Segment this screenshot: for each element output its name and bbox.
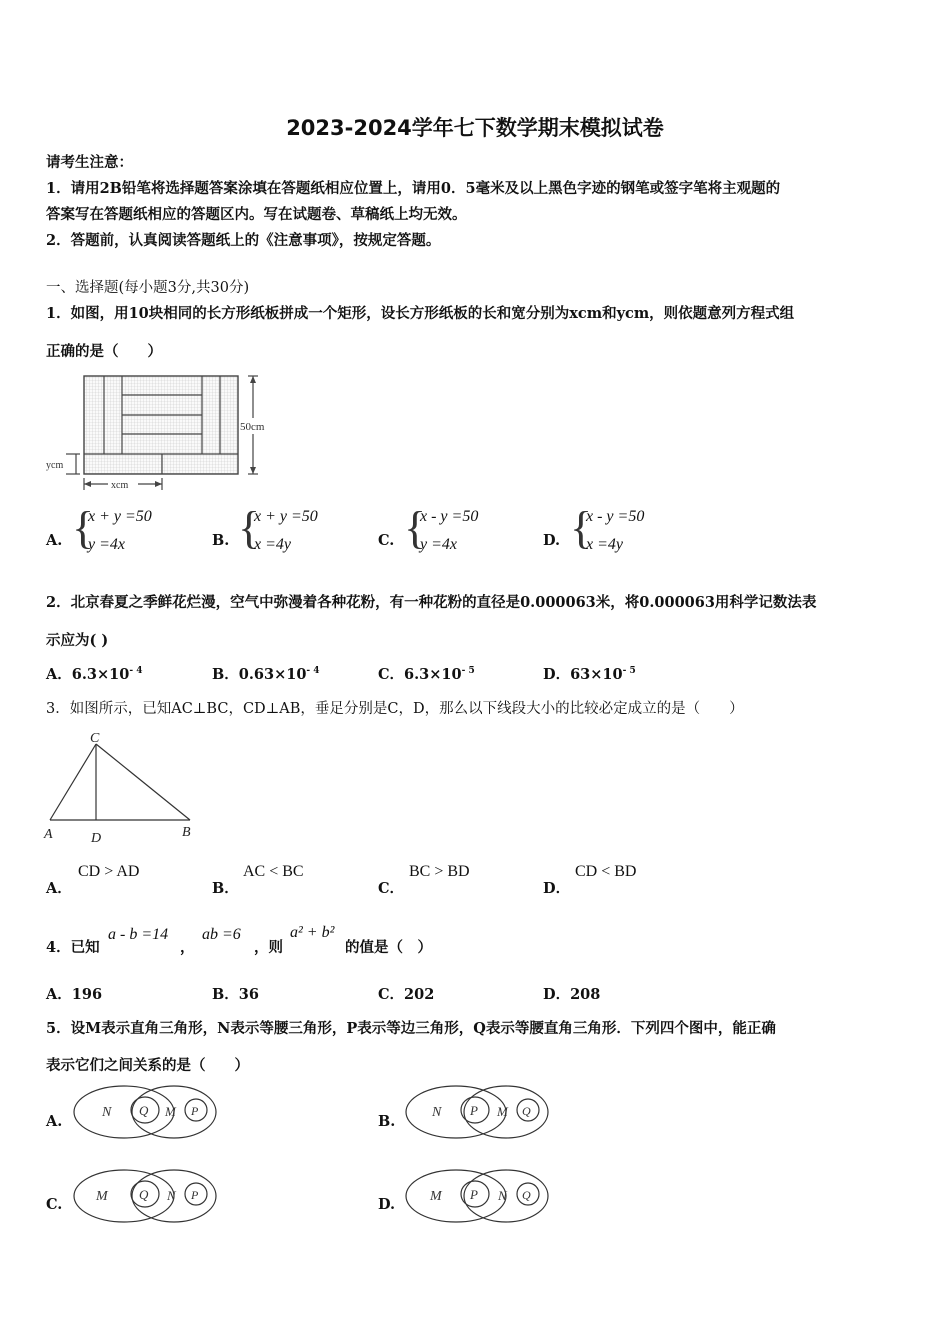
q1-fig-height-label: 50cm [240, 421, 265, 433]
q4-option-b-label: B． [212, 986, 239, 1003]
q5-d-big-label: M [430, 1189, 442, 1204]
q2-option-c-label: C． [378, 666, 405, 683]
q4-comma-1: ， [180, 939, 195, 956]
q1-option-a-eq2: y =4x [88, 536, 125, 553]
q5-a-mid-label: Q [139, 1103, 149, 1118]
q3-option-a-text: CD > AD [78, 863, 140, 880]
q5-line-2: 表示它们之间关系的是（ ） [46, 1057, 249, 1074]
q1-option-a-label[interactable]: A. [46, 532, 63, 549]
q2-option-c-exp: - 5 [461, 666, 475, 677]
q5-option-a-label[interactable]: A. [46, 1113, 63, 1130]
q1-option-b-label[interactable]: B. [212, 532, 230, 549]
q2-option-b-exp: - 4 [306, 666, 320, 677]
page-title: 2023-2024学年七下数学期末模拟试卷 [286, 116, 664, 140]
q5-option-d-diagram [398, 1166, 558, 1226]
q3-option-b-label[interactable]: B． [212, 880, 239, 897]
q4-expr-3: a² + b² [290, 924, 335, 941]
q5-option-c-diagram [66, 1166, 226, 1226]
q1-fig-y-label: ycm [46, 460, 64, 471]
q5-a-big-label: N [102, 1105, 112, 1120]
q1-option-c-eq2: y =4x [420, 536, 457, 553]
q5-option-d-label[interactable]: D. [378, 1196, 396, 1213]
q2-option-b-label: B． [212, 666, 239, 683]
q5-b-inner-label: Q [522, 1104, 531, 1118]
q3-fig-label-c: C [90, 731, 100, 746]
q4-comma-2: ，则 [254, 939, 283, 956]
section-heading: 一、选择题(每小题3分,共30分) [46, 280, 250, 296]
notice-line-1b: 答案写在答题纸相应的答题区内。写在试题卷、草稿纸上均无效。 [46, 206, 467, 223]
q3-option-d-text: CD < BD [575, 863, 637, 880]
q1-line-2: 正确的是（ ） [46, 343, 162, 360]
q5-c-outer-label: N [167, 1188, 176, 1203]
notice-line-1a: 1．请用2B铅笔将选择题答案涂填在答题纸相应位置上，请用0．5毫米及以上黑色字迹的钢笔或签字笔将主观题的 [46, 180, 781, 197]
q5-b-big-label: N [432, 1105, 442, 1120]
q4-option-d[interactable] [543, 983, 600, 1004]
q1-option-b-eq2: x =4y [254, 536, 291, 553]
q5-b-outer-label: M [497, 1104, 508, 1119]
q5-d-inner-label: Q [522, 1188, 531, 1202]
q2-option-c-base: 6.3×10 [404, 666, 462, 683]
notice-heading: 请考生注意： [46, 154, 133, 171]
q4-option-d-text: 208 [570, 986, 601, 1003]
q3-line-1: 3．如图所示，已知AC⊥BC，CD⊥AB，垂足分别是C，D，那么以下线段大小的比较必定成立的是（ ） [46, 701, 744, 717]
q3-option-a-label[interactable]: A． [46, 880, 72, 897]
q4-expr-2: ab =6 [202, 926, 241, 943]
q2-option-d-base: 63×10 [570, 666, 623, 683]
q4-prefix: 4．已知 [46, 939, 100, 956]
q3-option-c-label[interactable]: C． [378, 880, 405, 897]
q4-option-a-label: A． [46, 986, 72, 1003]
q4-option-b[interactable] [212, 983, 259, 1004]
notice-line-2: 2．答题前，认真阅读答题纸上的《注意事项》，按规定答题。 [46, 232, 441, 249]
q5-a-inner-label: P [191, 1104, 199, 1118]
q5-option-b-label[interactable]: B. [378, 1113, 396, 1130]
q5-a-outer-label: M [165, 1104, 176, 1119]
q5-d-outer-label: N [498, 1188, 507, 1203]
q4-suffix: 的值是（ ） [345, 939, 432, 956]
q3-fig-label-a: A [44, 827, 53, 842]
q1-option-d-eq1: x - y =50 [586, 508, 645, 525]
q4-option-a[interactable] [46, 983, 102, 1004]
q5-option-c-label[interactable]: C. [46, 1196, 63, 1213]
q4-option-c[interactable] [378, 983, 434, 1004]
q2-option-d[interactable] [543, 663, 636, 684]
q1-figure [44, 368, 284, 496]
q3-option-d-label[interactable]: D． [543, 880, 571, 897]
q5-line-1: 5．设M表示直角三角形，N表示等腰三角形，P表示等边三角形，Q表示等腰直角三角形．下列四个图中，能正确 [46, 1020, 776, 1037]
q2-line-1: 2．北京春夏之季鲜花烂漫，空气中弥漫着各种花粉，有一种花粉的直径是0.000063米，将0.000063用科学记数法表 [46, 594, 817, 611]
q5-b-mid-label: P [470, 1103, 478, 1118]
q5-c-inner-label: P [191, 1188, 199, 1202]
q3-figure [40, 728, 210, 850]
q1-option-d-eq2: x =4y [586, 536, 623, 553]
q4-option-d-label: D． [543, 986, 571, 1003]
q4-option-b-text: 36 [238, 986, 259, 1003]
q2-option-c[interactable] [378, 663, 475, 684]
q1-option-b-eq1: x + y =50 [254, 508, 318, 525]
q2-option-a[interactable] [46, 663, 142, 684]
q2-option-d-label: D． [543, 666, 571, 683]
q5-option-a-diagram [66, 1082, 226, 1142]
q4-option-c-text: 202 [404, 986, 435, 1003]
q1-option-c-eq1: x - y =50 [420, 508, 479, 525]
q2-option-b[interactable] [212, 663, 320, 684]
q5-option-b-diagram [398, 1082, 558, 1142]
q2-option-a-exp: - 4 [129, 666, 143, 677]
q3-option-c-text: BC > BD [409, 863, 470, 880]
q4-option-a-text: 196 [71, 986, 103, 1003]
q3-option-b-text: AC < BC [243, 863, 304, 880]
q2-option-a-label: A． [46, 666, 72, 683]
q1-option-d-label[interactable]: D. [543, 532, 561, 549]
q5-d-mid-label: P [470, 1187, 478, 1202]
q1-line-1: 1．如图，用10块相同的长方形纸板拼成一个矩形，设长方形纸板的长和宽分别为xcm和ycm，则依题意列方程式组 [46, 305, 795, 322]
q5-c-mid-label: Q [139, 1187, 149, 1202]
q4-expr-1: a - b =14 [108, 926, 169, 943]
q2-option-b-base: 0.63×10 [238, 666, 307, 683]
q2-option-a-base: 6.3×10 [71, 666, 130, 683]
notice-block [46, 150, 780, 254]
q5-c-big-label: M [96, 1189, 108, 1204]
q3-fig-label-d: D [91, 831, 102, 846]
q1-option-c-label[interactable]: C. [378, 532, 395, 549]
q1-fig-x-label: xcm [111, 480, 129, 491]
q2-option-d-exp: - 5 [622, 666, 636, 677]
q1-option-a-eq1: x + y =50 [88, 508, 152, 525]
q3-fig-label-b: B [182, 825, 191, 840]
q4-option-c-label: C． [378, 986, 405, 1003]
q2-line-2: 示应为( ) [46, 632, 109, 649]
